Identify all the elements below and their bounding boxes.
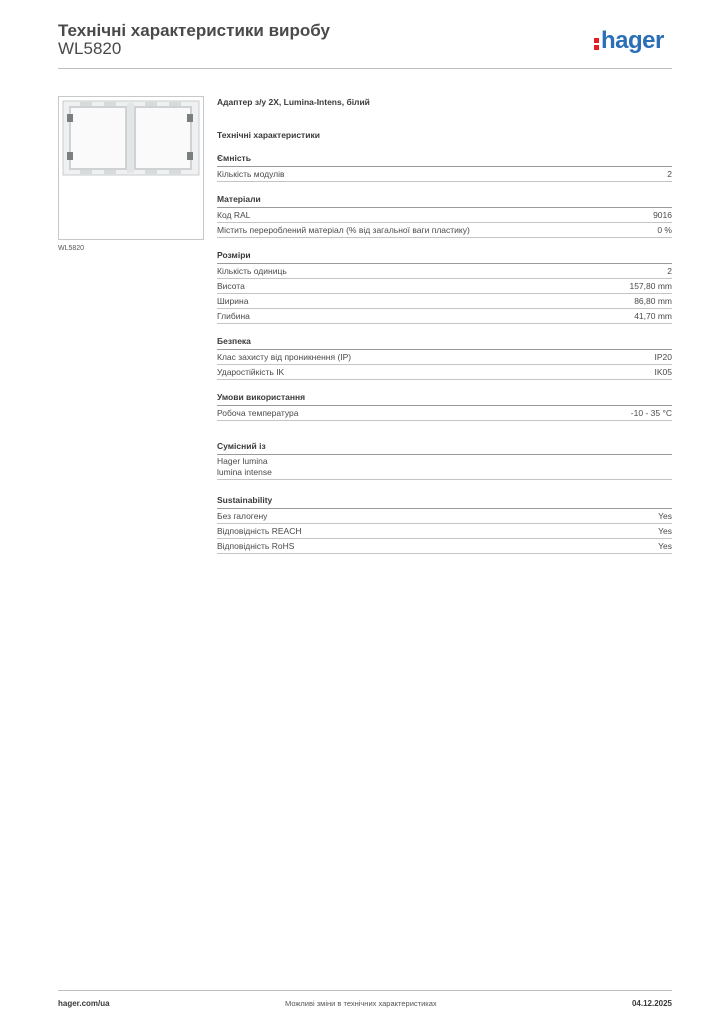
section-title: Сумісний із — [217, 440, 672, 455]
section-title: Безпека — [217, 335, 672, 350]
spec-value: -10 - 35 °C — [630, 408, 672, 418]
spec-label: Без галогену — [217, 511, 268, 521]
specifications — [217, 96, 672, 554]
hager-logo — [594, 27, 664, 55]
compatible-item: Hager lumina — [217, 456, 268, 466]
section-compatible-with — [217, 440, 672, 480]
spec-row — [217, 208, 672, 223]
spec-row — [217, 524, 672, 539]
footer-date: 04.12.2025 — [631, 999, 672, 1008]
spec-row — [217, 309, 672, 324]
section-capacity — [217, 152, 672, 182]
section-dimensions — [217, 249, 672, 324]
section-sustainability — [217, 494, 672, 554]
spec-value: Yes — [658, 511, 672, 521]
spec-row — [217, 365, 672, 380]
section-title: Матеріали — [217, 193, 672, 208]
spec-label: Відповідність RoHS — [217, 541, 295, 551]
spec-row — [217, 509, 672, 524]
spec-heading: Технічні характеристики — [217, 130, 320, 140]
spec-value: IK05 — [654, 367, 672, 377]
spec-row — [217, 279, 672, 294]
product-name: Адаптер з/у 2X, Lumina-Intens, білий — [217, 97, 370, 107]
compatible-item: lumina intense — [217, 466, 272, 477]
section-title: Ємність — [217, 152, 672, 167]
section-usage-conditions — [217, 391, 672, 421]
footer-website-link[interactable]: hager.com/ua — [58, 999, 110, 1008]
spec-value: Yes — [658, 541, 672, 551]
spec-row — [217, 539, 672, 554]
frame-adapter-image-icon — [59, 97, 203, 239]
product-image — [58, 96, 204, 240]
logo-dots-icon — [594, 32, 599, 48]
spec-row — [217, 455, 672, 480]
spec-value: 9016 — [653, 210, 672, 220]
header-divider — [58, 68, 672, 69]
spec-label: Кількість одиниць — [217, 266, 287, 276]
spec-label: Ширина — [217, 296, 249, 306]
spec-value: 0 % — [657, 225, 672, 235]
footer-divider — [58, 990, 672, 991]
spec-row — [217, 350, 672, 365]
product-image-caption: WL5820 — [58, 245, 85, 252]
spec-value: 2 — [667, 266, 672, 276]
spec-label: Ударостійкість IK — [217, 367, 285, 377]
section-title: Розміри — [217, 249, 672, 264]
section-safety — [217, 335, 672, 380]
section-title: Умови використання — [217, 391, 672, 406]
spec-label: Висота — [217, 281, 245, 291]
spec-label: Відповідність REACH — [217, 526, 302, 536]
logo-text: hager — [601, 27, 664, 54]
spec-value: Yes — [658, 526, 672, 536]
spec-label: Клас захисту від проникнення (IP) — [217, 352, 352, 362]
spec-row — [217, 264, 672, 279]
spec-row — [217, 223, 672, 238]
spec-value: 2 — [667, 169, 672, 179]
product-code: WL5820 — [58, 39, 122, 58]
section-title: Sustainability — [217, 494, 672, 509]
spec-row — [217, 406, 672, 421]
spec-label: Містить перероблений матеріал (% від загальної ваги пластику) — [217, 225, 470, 235]
footer-note: Можливі зміни в технічних характеристиках — [285, 999, 437, 1008]
spec-label: Робоча температура — [217, 408, 299, 418]
spec-label: Глибина — [217, 311, 250, 321]
spec-value: 86,80 mm — [634, 296, 672, 306]
spec-row — [217, 167, 672, 182]
spec-value: 157,80 mm — [629, 281, 672, 291]
section-materials — [217, 193, 672, 238]
spec-label: Кількість модулів — [217, 169, 285, 179]
spec-row — [217, 294, 672, 309]
spec-value: IP20 — [654, 352, 672, 362]
spec-label: Код RAL — [217, 210, 251, 220]
spec-value: 41,70 mm — [634, 311, 672, 321]
page-title: Технічні характеристики виробу — [58, 21, 330, 40]
